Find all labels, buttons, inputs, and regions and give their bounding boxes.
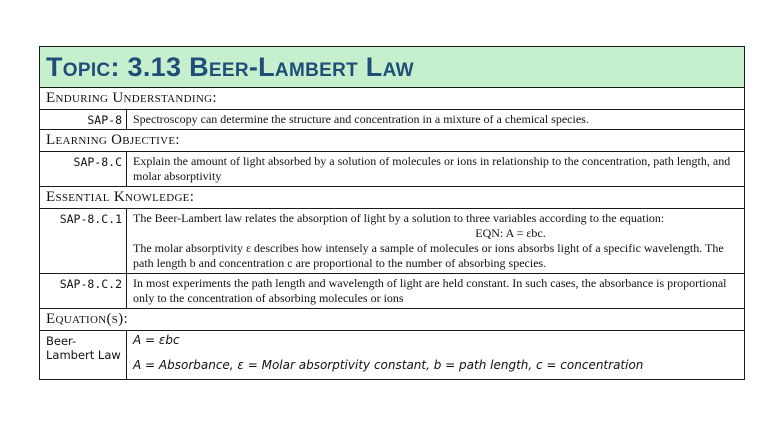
objective-text: Explain the amount of light absorbed by a solution of molecules or ions in relationship to the concentration, path length, and molar absorptivity [133,154,731,183]
equation-content [127,331,744,379]
equation-formula: A = εbc [133,333,180,347]
enduring-understanding-heading: Enduring Understanding: [40,88,744,110]
knowledge-text-2: In most experiments the path length and wavelength of light are held constant. In such cases, the absorbance is proportional only to the concentration of absorbing molecules or ions [133,276,727,305]
learning-objective-heading: Learning Objective: [40,130,744,152]
knowledge-row-2 [40,274,744,309]
equation-row [40,331,744,379]
objective-code: SAP-8.C [40,152,127,186]
knowledge-text-1-intro: The Beer-Lambert law relates the absorption of light by a solution to three variables according to the equation: [133,211,665,225]
enduring-code: SAP-8 [40,110,127,129]
knowledge-code-1: SAP-8.C.1 [40,209,127,273]
knowledge-equation: EQN: A = εbc. [475,226,546,240]
essential-knowledge-heading: Essential Knowledge: [40,187,744,209]
enduring-understanding-row [40,110,744,130]
knowledge-text-1-detail: The molar absorptivity ε describes how intensely a sample of molecules or ions absorbs light of a specific wavelength. The path length b and concentration c are proportional to the number of absorbing species. [133,241,724,270]
topic-table [39,46,745,380]
knowledge-code-2: SAP-8.C.2 [40,274,127,308]
equation-legend: A = Absorbance, ε = Molar absorptivity constant, b = path length, c = concentration [133,358,644,372]
knowledge-text-1 [127,209,744,273]
learning-objective-row [40,152,744,187]
knowledge-row-1 [40,209,744,274]
equation-label: Beer-Lambert Law [40,331,127,379]
equations-heading: Equation(s): [40,309,744,331]
topic-title: Topic: 3.13 Beer-Lambert Law [40,47,744,88]
enduring-text: Spectroscopy can determine the structure and concentration in a mixture of a chemical species. [133,112,589,126]
